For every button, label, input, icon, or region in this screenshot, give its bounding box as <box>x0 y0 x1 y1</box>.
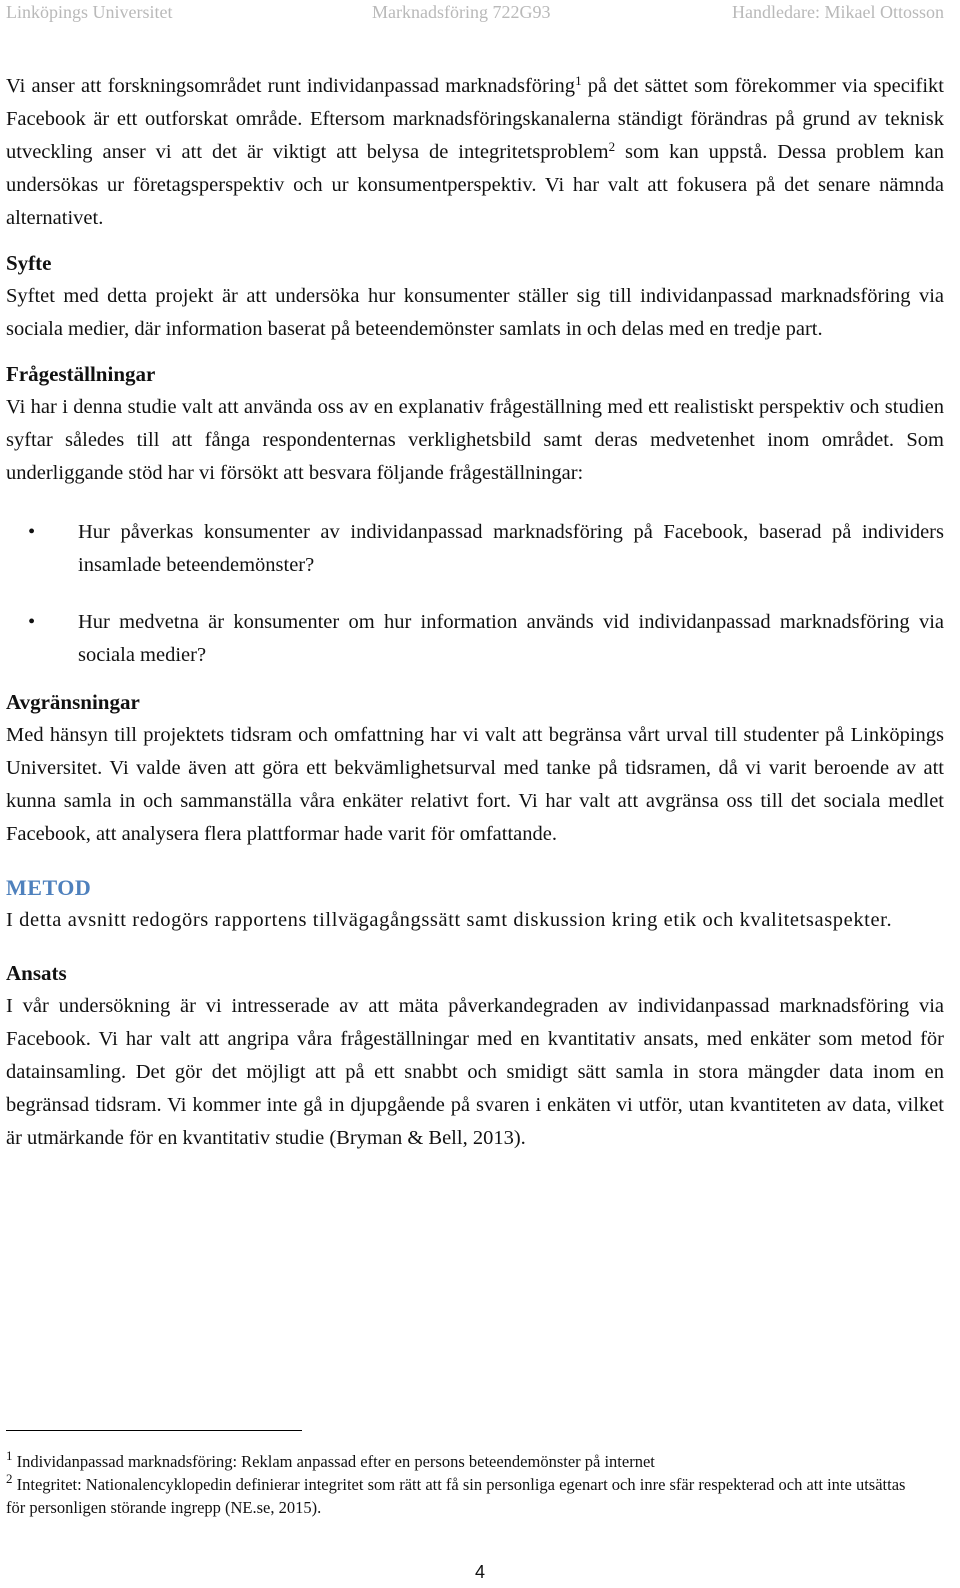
heading-metod: METOD <box>6 875 92 900</box>
avgransningar-paragraph: Med hänsyn till projektets tidsram och omfattning har vi valt att begränsa vårt urval till studenter på Linköpings Universitet. Vi valde även att göra ett bekvämlighetsurval med tanke på tidsramen, då vi varit beroende av att kunna samla in och sammanställa våra enkäter relativt fort. Vi har valt att avgränsa oss till det sociala medlet Facebook, att analysera flera plattformar hade varit för omfattande. <box>6 724 944 845</box>
list-item: • Hur påverkas konsumenter av individanpassad marknadsföring på Facebook, baserad på individers insamlade beteendemönster? <box>6 516 944 582</box>
footnote-1: $^1$ Individanpassad marknadsföring: Reklam anpassad efter en persons beteendemönster på internet <box>6 1448 655 1471</box>
footnote-separator <box>6 1430 302 1431</box>
page-number: 4 <box>474 1562 485 1582</box>
heading-syfte: Syfte <box>6 251 52 275</box>
bullet-icon: • <box>28 611 36 633</box>
document-body <box>6 70 944 1155</box>
ansats-paragraph: I vår undersökning är vi intresserade av att mäta påverkandegraden av individanpassad marknadsföring via Facebook. Vi har valt att angripa våra frågeställningar med en kvantitativ ansats, med enkäter som metod för datainsamling. Det gör det möjligt att på ett snabbt och smidigt sätt samla in stora mängder data inom en begränsad tidsram. Vi kommer inte gå in djupgående på svaren i enkäten vi utför, utan kvantiteten av data, vilket är utmärkande för en kvantitativ studie (Bryman & Bell, 2013). <box>6 995 944 1149</box>
footnote-ref-2: 2 <box>608 139 616 154</box>
metod-paragraph: I detta avsnitt redogörs rapportens tillvägagångssätt samt diskussion kring etik och kvalitetsaspekter. <box>6 909 893 931</box>
list-item: • Hur medvetna är konsumenter om hur information används vid individanpassad marknadsföring via sociala medier? <box>6 606 944 672</box>
bullet-icon: • <box>28 521 36 543</box>
footnote-ref-1: 1 <box>575 73 582 88</box>
header-university: Linköpings Universitet <box>6 2 173 22</box>
syfte-paragraph: Syftet med detta projekt är att undersöka hur konsumenter ställer sig till individanpassad marknadsföring via sociala medier, där information baserat på beteendemönster samlats in och delas med en tredje part. <box>6 285 944 340</box>
footnotes <box>6 1450 926 1519</box>
fragestallningar-paragraph: Vi har i denna studie valt att använda oss av en explanativ frågeställning med ett realistiskt perspektiv och studien syftar således till att fånga respondenternas verklighetsbild samt deras medvetenhet inom området. Som underliggande stöd har vi försökt att besvara följande frågeställningar: <box>6 396 944 484</box>
heading-fragestallningar: Frågeställningar <box>6 362 156 386</box>
footnote-2: $^2$ Integritet: Nationalencyklopedin definierar integritet som rätt att få sin personliga egenart och inre sfär respekterad och att inte utsättas för personligen störande ingrepp (NE.se, 2015). <box>6 1471 906 1517</box>
intro-paragraph: Vi anser att forskningsområdet runt individanpassad marknadsföring$^1$ på det sättet som förekommer via specifikt Facebook är ett outforskat område. Eftersom marknadsföringskanalerna ständigt förändras på grund av teknisk utveckling anser vi att det är viktigt att belysa de integritetsproblem$^2$ som kan uppstå. Dessa problem kan undersökas ur företagsperspektiv och ur konsumentperspektiv. Vi har valt att fokusera på det senare nämnda alternativet. <box>6 73 945 229</box>
heading-avgransningar: Avgränsningar <box>6 690 140 714</box>
header-supervisor: Handledare: Mikael Ottosson <box>732 2 944 22</box>
heading-ansats: Ansats <box>6 961 67 985</box>
header-course: Marknadsföring 722G93 <box>372 2 551 22</box>
question-list <box>6 516 944 672</box>
page-header <box>0 0 960 30</box>
